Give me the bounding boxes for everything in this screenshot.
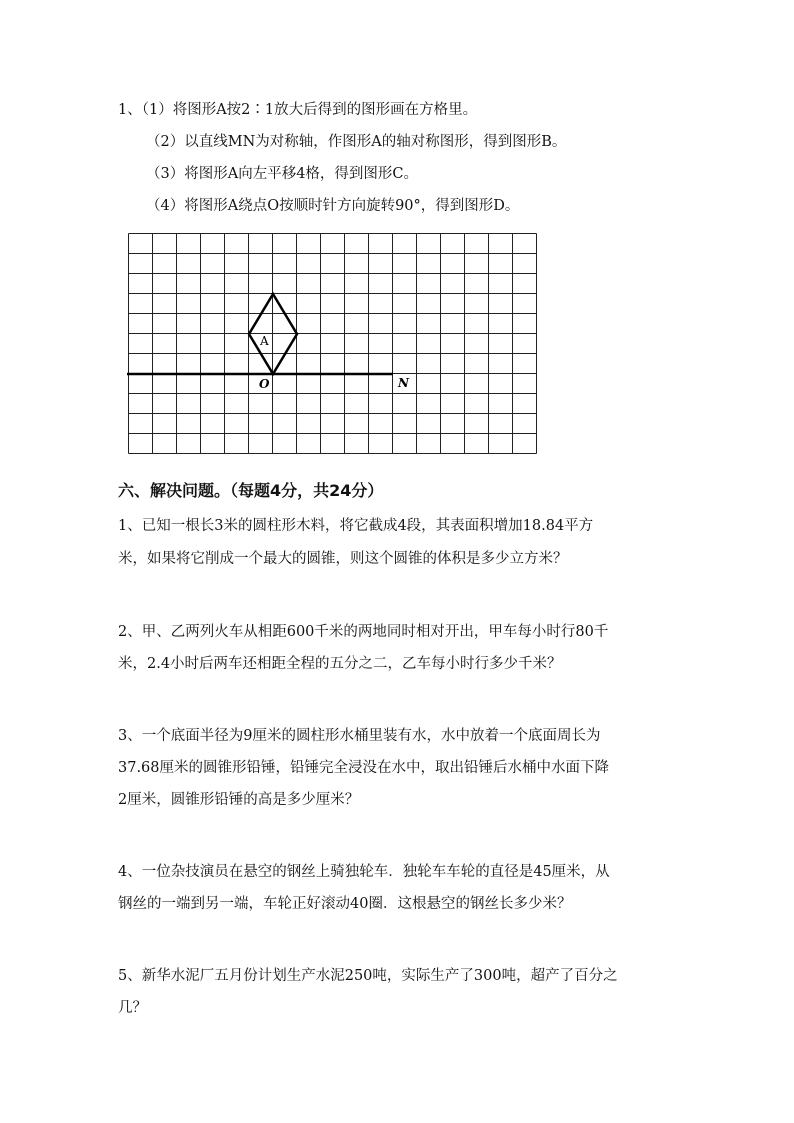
s6-q2-line2: 米，2.4小时后两车还相距全程的五分之二，乙车每小时行多少千米？ [118, 656, 562, 672]
s6-q1-line1: 1、已知一根长3米的圆柱形木料，将它截成4段，其表面积增加18.84平方 [118, 518, 594, 534]
grid-svg [127, 232, 541, 457]
s6-q1-line2: 米，如果将它削成一个最大的圆锥，则这个圆锥的体积是多少立方米？ [118, 551, 568, 567]
point-o-label: O [259, 377, 270, 391]
s6-q4-line1: 4、一位杂技演员在悬空的钢丝上骑独轮车．独轮车车轮的直径是45厘米，从 [118, 864, 610, 880]
s6-q4-line2: 钢丝的一端到另一端，车轮正好滚动40圈．这根悬空的钢丝长多少米？ [118, 896, 572, 912]
s6-q3-line1: 3、一个底面半径为9厘米的圆柱形水桶里装有水，水中放着一个底面周长为 [118, 728, 601, 744]
q1-part2: （2）以直线MN为对称轴，作图形A的轴对称图形，得到图形B。 [146, 134, 567, 150]
q1-part1: 1、（1）将图形A按2∶1放大后得到的图形画在方格里。 [118, 102, 478, 118]
s6-q2-line1: 2、甲、乙两列火车从相距600千米的两地同时相对开出，甲车每小时行80千 [118, 624, 609, 640]
grid-lines [129, 234, 537, 454]
s6-q3-line2: 37.68厘米的圆锥形铅锤，铅锤完全浸没在水中，取出铅锤后水桶中水面下降 [118, 760, 610, 776]
s6-q5-line2: 几？ [118, 1000, 147, 1016]
s6-q5-line1: 5、新华水泥厂五月份计划生产水泥250吨，实际生产了300吨，超产了百分之 [118, 968, 618, 984]
section6-heading: 六、解决问题。（每题4分，共24分） [118, 481, 384, 500]
grid-figure [127, 232, 541, 461]
s6-q3-line3: 2厘米，圆锥形铅锤的高是多少厘米？ [118, 792, 360, 808]
q1-part4: （4）将图形A绕点O按顺时针方向旋转90°，得到图形D。 [146, 198, 520, 214]
q1-part3: （3）将图形A向左平移4格，得到图形C。 [146, 166, 419, 182]
shape-a-label: A [260, 334, 269, 348]
point-n-label: N [398, 376, 409, 390]
